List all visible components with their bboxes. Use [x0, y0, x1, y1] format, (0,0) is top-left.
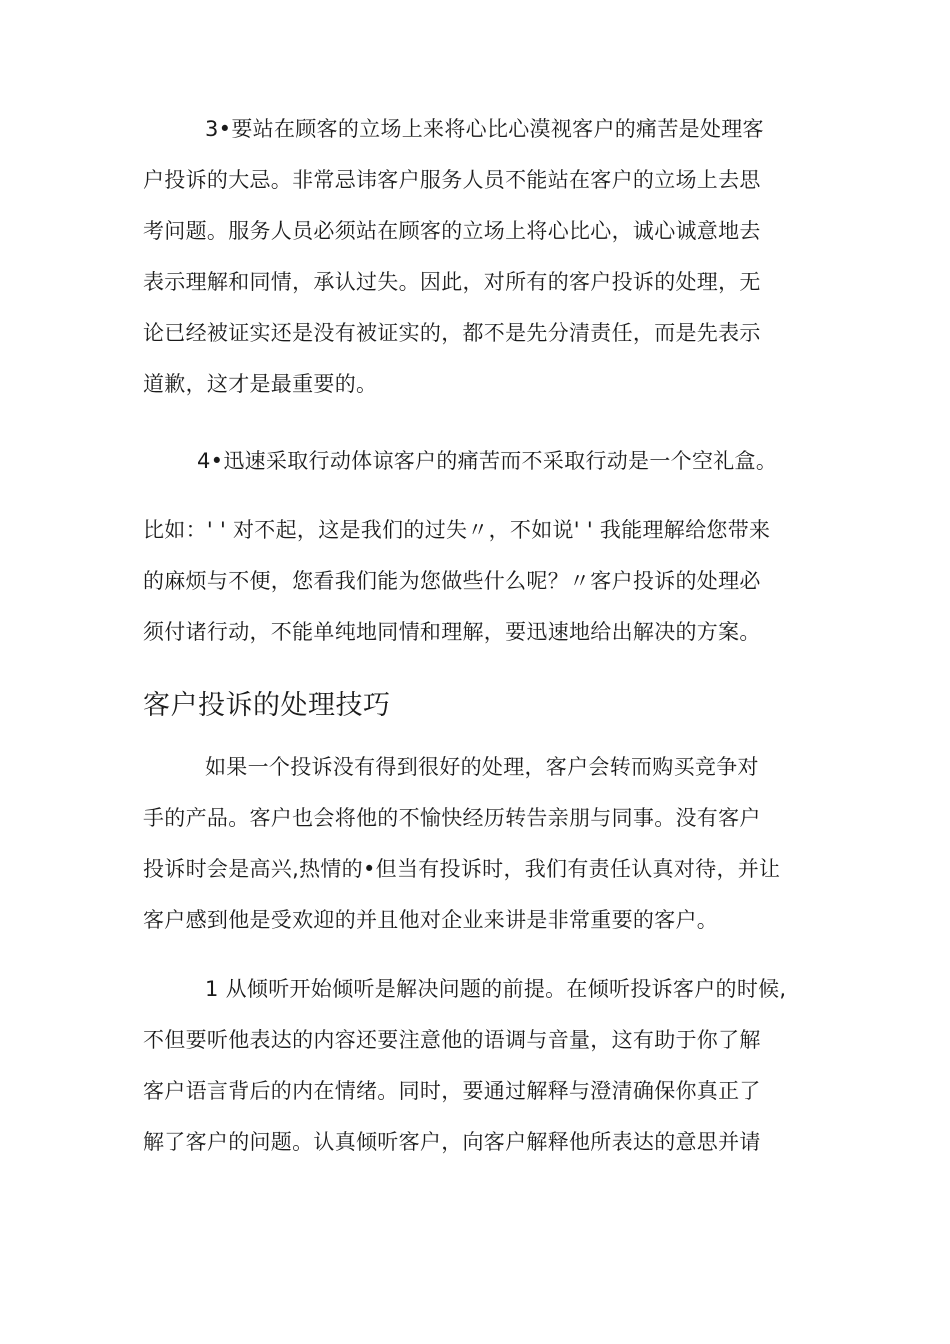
text-line: 不但要听他表达的内容还要注意他的语调与音量，这有助于你了解 — [143, 1028, 761, 1052]
text-line: 如果一个投诉没有得到很好的处理，客户会转而购买竞争对 — [205, 755, 759, 779]
paragraph-intro — [143, 742, 815, 946]
text-line: 考问题。服务人员必须站在顾客的立场上将心比心，诚心诚意地去 — [143, 219, 761, 243]
text-line: 投诉时会是高兴,热情的•但当有投诉时，我们有责任认真对待，并让 — [143, 857, 781, 881]
text-line: 须付诸行动，不能单纯地同情和理解，要迅速地给出解决的方案。 — [143, 620, 761, 644]
text-line: 道歉，这才是最重要的。 — [143, 372, 378, 396]
text-line: 3•要站在顾客的立场上来将心比心漠视客户的痛苦是处理客 — [205, 117, 764, 141]
document-page — [143, 104, 815, 1168]
text-line: 客户语言背后的内在情绪。同时，要通过解释与澄清确保你真正了 — [143, 1079, 761, 1103]
section-heading: 客户投诉的处理技巧 — [143, 690, 391, 721]
text-line: 解了客户的问题。认真倾听客户，向客户解释他所表达的意思并请 — [143, 1130, 761, 1154]
text-line: 论已经被证实还是没有被证实的，都不是先分清责任，而是先表示 — [143, 321, 761, 345]
text-line: 户投诉的大忌。非常忌讳客户服务人员不能站在客户的立场上去思 — [143, 168, 761, 192]
text-line: 手的产品。客户也会将他的不愉快经历转告亲朋与同事。没有客户 — [143, 806, 761, 830]
paragraph-example — [143, 505, 815, 658]
text-line: 4•迅速采取行动体谅客户的痛苦而不采取行动是一个空礼盒。 — [197, 449, 778, 473]
text-line: 比如：' ' 对不起，这是我们的过失〃，不如说' ' 我能理解给您带来 — [143, 518, 771, 542]
paragraph-empathy — [143, 104, 815, 410]
text-line: 1 从倾听开始倾听是解决问题的前提。在倾听投诉客户的时候, — [205, 977, 787, 1001]
text-line: 表示理解和同情，承认过失。因此，对所有的客户投诉的处理，无 — [143, 270, 761, 294]
text-line: 客户感到他是受欢迎的并且他对企业来讲是非常重要的客户。 — [143, 908, 719, 932]
paragraph-listening — [143, 964, 815, 1168]
paragraph-act-quickly — [143, 436, 815, 487]
text-line: 的麻烦与不便，您看我们能为您做些什么呢？〃客户投诉的处理必 — [143, 569, 761, 593]
